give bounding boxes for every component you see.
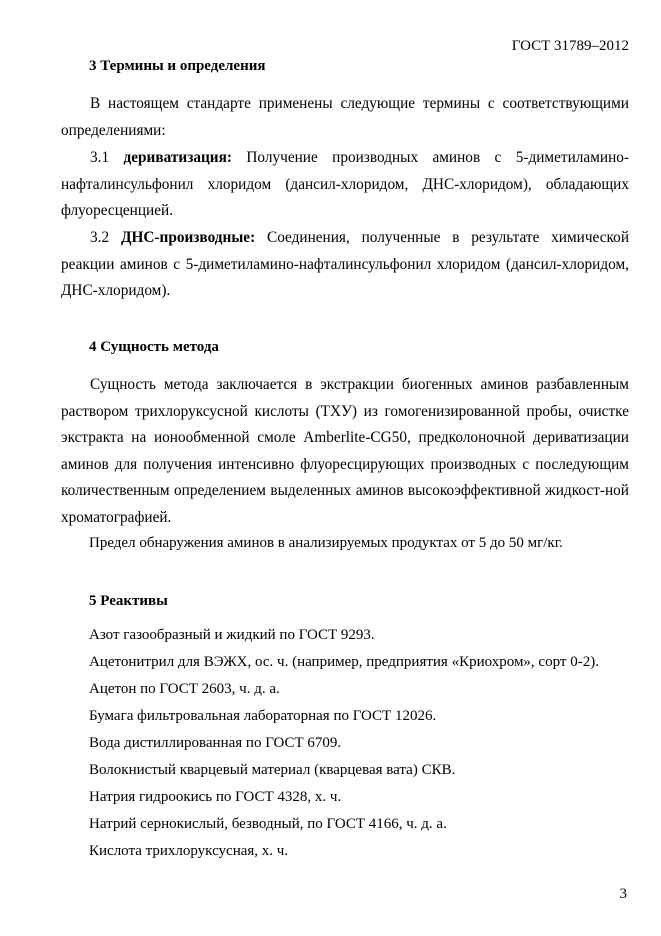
term-3-1 [61,145,629,225]
section-4-text: Сущность метода заключается в экстракции биогенных аминов разбавленным раствором трихлоруксусной кислоты (ТХУ) из гомогенизированной пробы, очистке экстракта на ионообменной смоле Amberlite-CG50, предколоночной дериватизации аминов для получения интенсивно флуоресцирующих производных с последующим количественным определением выделенных аминов высокоэффективной жидкост-ной хроматографией. [61,376,629,526]
section-3-intro: В настоящем стандарте применены следующие термины с соответствующими определениями: [61,95,629,139]
term-3-2-number: 3.2 [90,229,121,246]
reagent-item: Ацетон по ГОСТ 2603, ч. д. а. [89,681,280,697]
reagent-item: Натрий сернокислый, безводный, по ГОСТ 4166, ч. д. а. [89,816,447,832]
term-3-2 [61,225,629,305]
section-5-title: 5 Реактивы [89,593,168,609]
reagent-item: Ацетонитрил для ВЭЖХ, ос. ч. (например, предприятия «Криохром», сорт 0-2). [89,654,599,670]
term-3-1-definition: Получение производных аминов с 5-диметиламино-нафталинсульфонил хлоридом (дансил-хлоридом, ДНС-хлоридом), обладающих флуоресценцией. [61,149,629,220]
reagent-item: Кислота трихлоруксусная, х. ч. [89,843,289,859]
reagent-item: Азот газообразный и жидкий по ГОСТ 9293. [89,627,375,643]
detection-limit-text: Предел обнаружения аминов в анализируемых продуктах от 5 до 50 мг/кг. [89,535,563,551]
document-code-header: ГОСТ 31789–2012 [511,38,629,54]
section-4-title: 4 Сущность метода [89,339,219,355]
reagent-item: Бумага фильтровальная лабораторная по ГОСТ 12026. [89,708,437,724]
section-3-title: 3 Термины и определения [89,58,266,74]
term-3-1-number: 3.1 [90,149,124,166]
reagent-item: Вода дистиллированная по ГОСТ 6709. [89,735,342,751]
term-3-2-term: ДНС-производные: [120,229,256,246]
reagent-item: Волокнистый кварцевый материал (кварцевая вата) СКВ. [89,762,456,778]
page-number: 3 [619,886,627,902]
term-3-2-definition: Соединения, полученные в результате химической реакции аминов с 5-диметиламино-нафталинсульфонил хлоридом (дансил-хлоридом, ДНС-хлоридом). [61,229,630,300]
reagent-item: Натрия гидроокись по ГОСТ 4328, х. ч. [89,789,342,805]
term-3-1-term: дериватизация: [123,149,232,166]
